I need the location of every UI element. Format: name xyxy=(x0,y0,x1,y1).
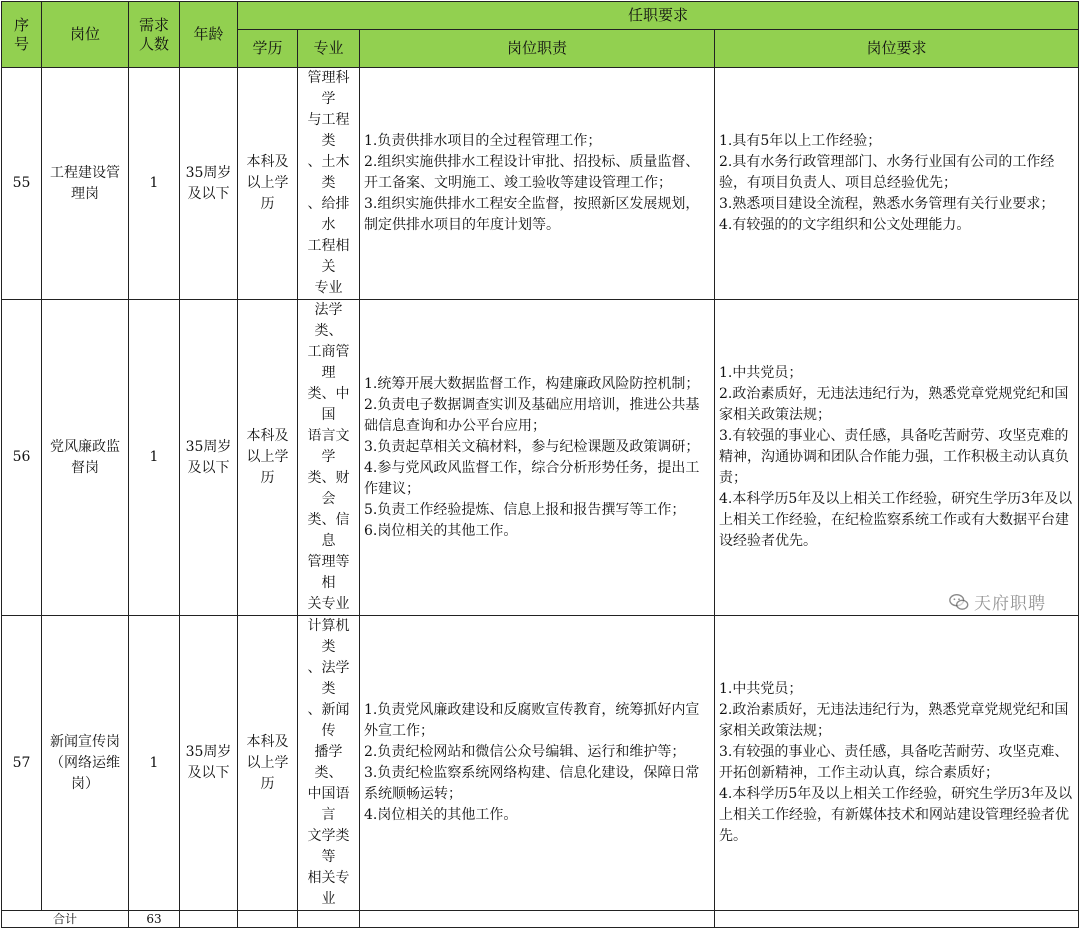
row-headcount: 1 xyxy=(129,68,180,300)
row-education: 本科及 以上学 历 xyxy=(238,300,298,616)
header-major: 专业 xyxy=(298,30,360,68)
qualification-line: 1.具有5年以上工作经验； xyxy=(719,133,882,149)
row-age: 35周岁 及以下 xyxy=(180,68,238,300)
row-education: 本科及 以上学 历 xyxy=(238,68,298,300)
header-headcount: 需求 人数 xyxy=(129,2,180,68)
header-seq: 序 号 xyxy=(2,2,42,68)
row-position: 新闻宣传岗 （网络运维 岗） xyxy=(42,616,129,911)
row-qualifications xyxy=(715,616,1079,911)
duty-line: 3.负责纪检监察系统网络构建、信息化建设，保障日常系统顺畅运转； xyxy=(364,765,700,802)
qualification-line: 2.具有水务行政管理部门、水务行业国有公司的工作经验，有项目负责人、项目总经验优先； xyxy=(719,154,1055,191)
row-age: 35周岁 及以下 xyxy=(180,300,238,616)
header-duties: 岗位职责 xyxy=(360,30,715,68)
watermark xyxy=(948,589,1046,614)
total-label: 合计 xyxy=(2,911,129,928)
duty-line: 1.负责党风廉政建设和反腐败宣传教育，统筹抓好内宣外宣工作； xyxy=(364,702,700,739)
qualification-line: 3.有较强的事业心、责任感，具备吃苦耐劳、攻坚克难的精神，沟通协调和团队合作能力强，工作积极主动认真负责； xyxy=(719,428,1069,486)
row-position: 党风廉政监 督岗 xyxy=(42,300,129,616)
header-education: 学历 xyxy=(238,30,298,68)
duty-line: 2.组织实施供排水工程设计审批、招投标、质量监督、开工备案、文明施工、竣工验收等建设管理工作； xyxy=(364,154,700,191)
row-seq: 55 xyxy=(2,68,42,300)
qualification-line: 1.中共党员； xyxy=(719,365,803,381)
qualification-line: 4.本科学历5年及以上相关工作经验，研究生学历3年及以上相关工作经验，有新媒体技术和网站建设管理经验者优先。 xyxy=(719,786,1073,844)
duty-line: 3.组织实施供排水工程安全监督，按照新区发展规划，制定供排水项目的年度计划等。 xyxy=(364,196,700,233)
row-duties xyxy=(360,300,715,616)
table-row xyxy=(2,616,1079,911)
row-headcount: 1 xyxy=(129,616,180,911)
duty-line: 4.参与党风政风监督工作，综合分析形势任务，提出工作建议； xyxy=(364,459,700,497)
qualification-line: 2.政治素质好，无违法违纪行为，熟悉党章党规党纪和国家相关政策法规； xyxy=(719,386,1069,423)
duty-line: 2.负责纪检网站和微信公众号编辑、运行和维护等； xyxy=(364,744,686,760)
job-requirements-table xyxy=(1,1,1079,928)
row-position: 工程建设管 理岗 xyxy=(42,68,129,300)
row-seq: 57 xyxy=(2,616,42,911)
wechat-icon xyxy=(948,591,970,613)
duty-line: 3.负责起草相关文稿材料，参与纪检课题及政策调研； xyxy=(364,438,700,455)
header-row-1 xyxy=(2,2,1079,30)
header-qualifications: 岗位要求 xyxy=(715,30,1079,68)
header-age: 年龄 xyxy=(180,2,238,68)
row-major: 法学类、 工商管理 类、中国 语言文学 类、财会 类、信息 管理等相 关专业 xyxy=(298,300,360,616)
table-row xyxy=(2,68,1079,300)
row-duties xyxy=(360,68,715,300)
duty-line: 2.负责电子数据调查实训及基础应用培训，推进公共基础信息查询和办公平台应用； xyxy=(364,396,700,434)
row-education: 本科及 以上学 历 xyxy=(238,616,298,911)
duty-line: 5.负责工作经验提炼、信息上报和报告撰写等工作； xyxy=(364,501,686,518)
qualification-line: 1.中共党员； xyxy=(719,681,803,697)
watermark-text: 天府职聘 xyxy=(974,594,1046,614)
duty-line: 4.岗位相关的其他工作。 xyxy=(364,807,518,823)
row-headcount: 1 xyxy=(129,300,180,616)
duty-line: 1.统筹开展大数据监督工作，构建廉政风险防控机制； xyxy=(364,375,700,392)
row-major: 计算机类 、法学类 、新闻传 播学类、 中国语言 文学类等 相关专业 xyxy=(298,616,360,911)
qualification-line: 3.熟悉项目建设全流程，熟悉水务管理有关行业要求； xyxy=(719,196,1055,212)
row-seq: 56 xyxy=(2,300,42,616)
duty-line: 1.负责供排水项目的全过程管理工作； xyxy=(364,133,602,149)
row-qualifications xyxy=(715,300,1079,616)
table-row xyxy=(2,300,1079,616)
qualification-line: 2.政治素质好，无违法违纪行为，熟悉党章党规党纪和国家相关政策法规； xyxy=(719,702,1069,739)
qualification-line: 4.本科学历5年及以上相关工作经验，研究生学历3年及以上相关工作经验，在纪检监察系统工作或有大数据平台建设经验者优先。 xyxy=(719,491,1073,549)
row-major: 管理科学 与工程类 、土木类 、给排水 工程相关 专业 xyxy=(298,68,360,300)
qualification-line: 4.有较强的的文字组织和公文处理能力。 xyxy=(719,217,971,233)
row-qualifications xyxy=(715,68,1079,300)
total-row xyxy=(2,911,1079,928)
row-age: 35周岁 及以下 xyxy=(180,616,238,911)
qualification-line: 3.有较强的事业心、责任感，具备吃苦耐劳、攻坚克难、开拓创新精神，工作主动认真，综合素质好； xyxy=(719,744,1069,781)
header-requirements-group: 任职要求 xyxy=(238,2,1079,30)
row-duties xyxy=(360,616,715,911)
duty-line: 6.岗位相关的其他工作。 xyxy=(364,522,518,539)
total-headcount: 63 xyxy=(129,911,180,928)
header-position: 岗位 xyxy=(42,2,129,68)
